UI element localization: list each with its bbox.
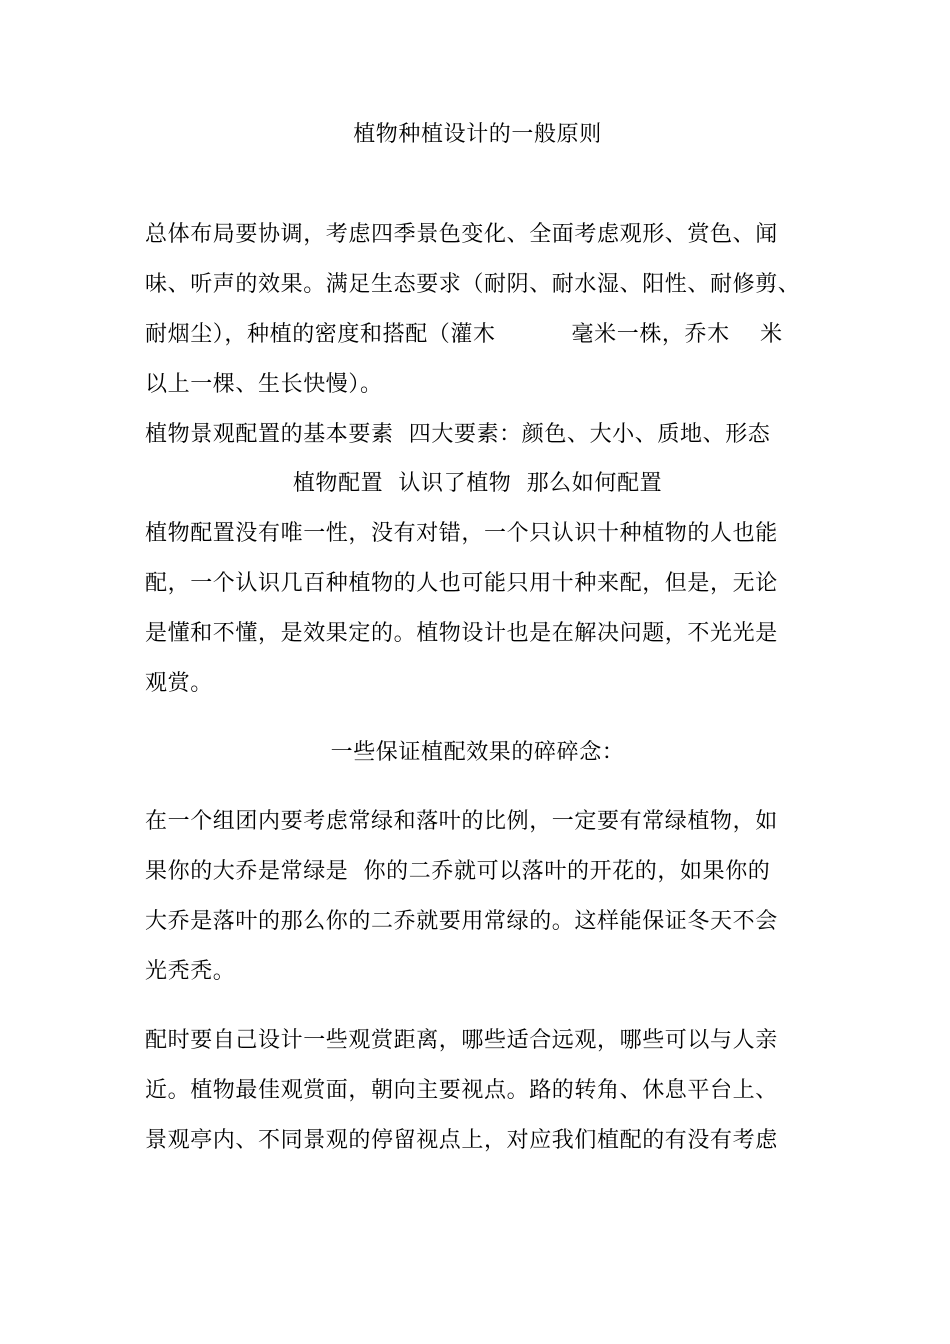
paragraph-line: 景观亭内、不同景观的停留视点上，对应我们植配的有没有考虑	[145, 1128, 778, 1153]
paragraph-line: 总体布局要协调，考虑四季景色变化、全面考虑观形、赏色、闻	[145, 222, 778, 247]
paragraph-line: 是懂和不懂，是效果定的。植物设计也是在解决问题，不光光是	[145, 621, 778, 646]
paragraph-line: 配时要自己设计一些观赏距离，哪些适合远观，哪些可以与人亲	[145, 1028, 778, 1053]
section-heading-config: 植物配置 认识了植物 那么如何配置	[292, 471, 663, 496]
paragraph-line: 配，一个认识几百种植物的人也可能只用十种来配，但是，无论	[145, 571, 778, 596]
paragraph-line: 观赏。	[145, 671, 213, 696]
paragraph-line: 植物配置没有唯一性，没有对错，一个只认识十种植物的人也能	[145, 521, 778, 546]
paragraph-line: 大乔是落叶的那么你的二乔就要用常绿的。这样能保证冬天不会	[145, 909, 778, 934]
paragraph-line: 近。植物最佳观赏面，朝向主要视点。路的转角、休息平台上、	[145, 1078, 778, 1103]
paragraph-line: 果你的大乔是常绿是 你的二乔就可以落叶的开花的，如果你的	[145, 859, 771, 884]
elements-line: 植物景观配置的基本要素 四大要素：颜色、大小、质地、形态	[145, 422, 771, 447]
paragraph-line: 耐烟尘），种植的密度和搭配（灌木 毫米一株，乔木 米	[145, 322, 783, 347]
paragraph-line: 以上一棵、生长快慢）。	[145, 372, 383, 397]
paragraph-line: 味、听声的效果。满足生态要求（耐阴、耐水湿、阳性、耐修剪、	[145, 272, 801, 297]
document-title: 植物种植设计的一般原则	[353, 122, 602, 147]
paragraph-line: 在一个组团内要考虑常绿和落叶的比例，一定要有常绿植物，如	[145, 809, 778, 834]
section-heading-tips: 一些保证植配效果的碎碎念：	[330, 740, 625, 765]
paragraph-line: 光秃秃。	[145, 959, 236, 984]
